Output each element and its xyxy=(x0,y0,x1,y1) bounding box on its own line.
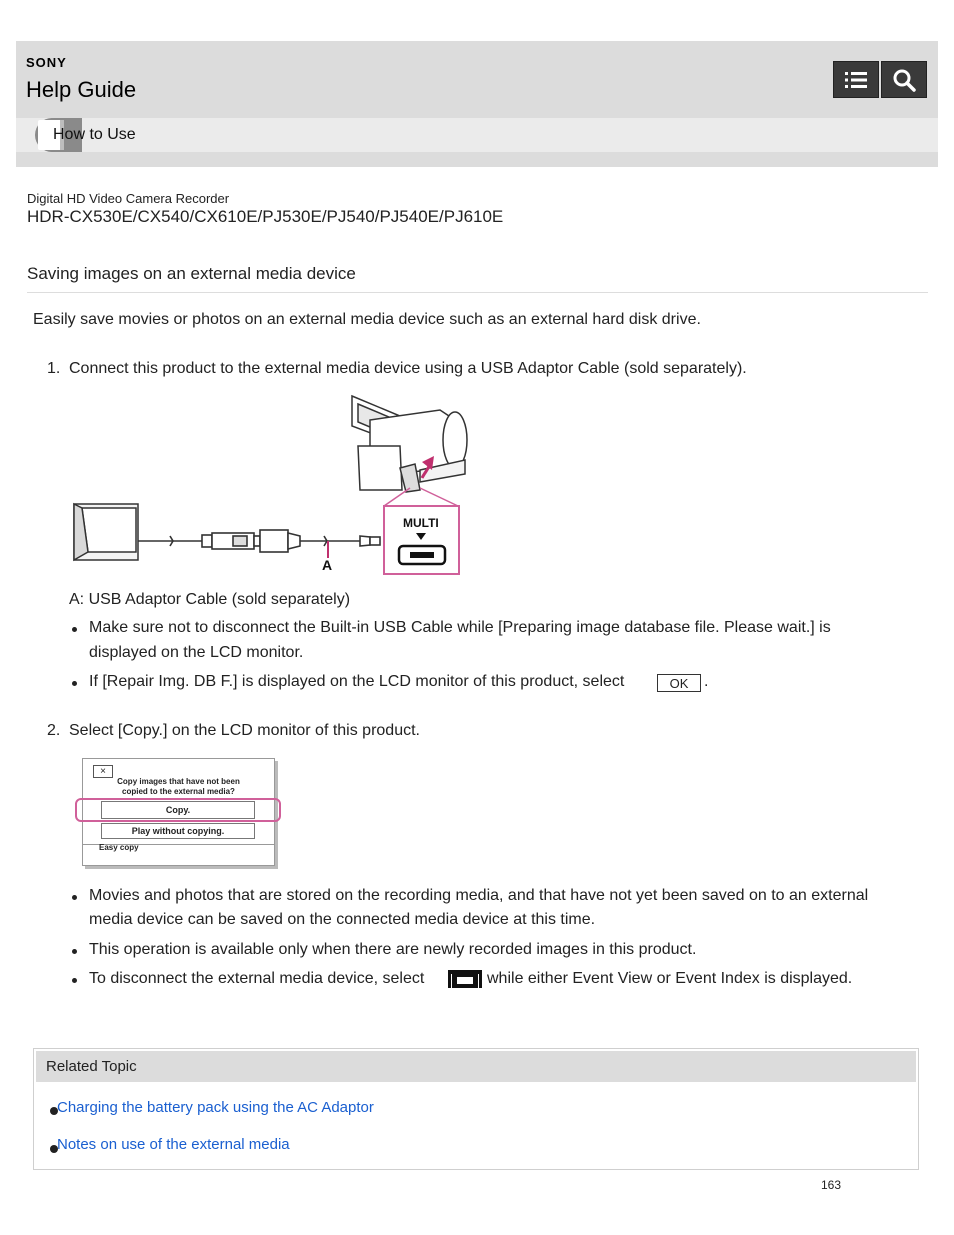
bullet-text: Make sure not to disconnect the Built-in USB Cable while [Preparing image database file. Please wait.] is xyxy=(89,619,831,636)
step-2-number: 2. xyxy=(47,722,61,739)
bullet xyxy=(72,895,77,900)
step-1-number: 1. xyxy=(47,360,61,377)
related-topic-title: Related Topic xyxy=(46,1058,137,1075)
bullet-text: If [Repair Img. DB F.] is displayed on the LCD monitor of this product, select xyxy=(89,673,625,690)
search-button[interactable] xyxy=(881,61,927,98)
bullet-text: To disconnect the external media device, select xyxy=(89,970,425,987)
sony-logo: SONY xyxy=(26,55,67,70)
copy-button: Copy. xyxy=(101,801,255,819)
usb-cable xyxy=(138,530,380,552)
section-how-to-use[interactable]: How to Use xyxy=(53,126,136,143)
bullet-text: media device can be saved on the connected media device at this time. xyxy=(89,911,596,928)
title-divider xyxy=(27,292,928,293)
product-models: HDR-CX530E/CX540/CX610E/PJ530E/PJ540/PJ540E/PJ610E xyxy=(27,207,504,226)
bullet xyxy=(72,949,77,954)
multi-port-label: MULTI xyxy=(403,516,439,530)
bullet-text-end: . xyxy=(704,673,709,690)
dialog-message-line2: copied to the external media? xyxy=(122,787,235,796)
related-link-charging[interactable]: Charging the battery pack using the AC Adaptor xyxy=(57,1099,374,1116)
dialog-footer: Easy copy xyxy=(99,843,139,852)
toc-button[interactable] xyxy=(833,61,879,98)
page-number: 163 xyxy=(821,1178,842,1192)
search-icon xyxy=(892,68,916,92)
close-icon: × xyxy=(93,765,113,778)
section-bar xyxy=(16,118,938,152)
external-drive-illustration xyxy=(74,504,138,560)
product-type: Digital HD Video Camera Recorder xyxy=(27,191,230,206)
help-guide-title: Help Guide xyxy=(26,77,137,102)
camera-illustration xyxy=(352,396,467,492)
related-topic-box xyxy=(33,1048,919,1170)
related-link-external-media-notes[interactable]: Notes on use of the external media xyxy=(57,1136,290,1153)
event-view-disconnect-icon xyxy=(448,968,482,990)
copy-highlight-frame xyxy=(75,798,281,822)
list-icon xyxy=(844,70,868,90)
bullet xyxy=(72,627,77,632)
connection-diagram xyxy=(70,390,490,580)
bullet-text: This operation is available only when there are newly recorded images in this product. xyxy=(89,941,697,958)
bullet-text: displayed on the LCD monitor. xyxy=(89,644,304,661)
intro-text: Easily save movies or photos on an external media device such as an external hard disk drive. xyxy=(33,311,701,328)
bullet xyxy=(72,681,77,686)
page-title: Saving images on an external media device xyxy=(27,264,356,283)
ok-button-icon: OK xyxy=(657,674,701,692)
related-topic-header xyxy=(36,1051,916,1082)
dialog-message-line1: Copy images that have not been xyxy=(117,777,240,786)
step-1-text: Connect this product to the external media device using a USB Adaptor Cable (sold separately). xyxy=(69,360,747,377)
header-bar xyxy=(16,41,938,167)
callout-label-a: A xyxy=(322,557,333,573)
bullet-text: Movies and photos that are stored on the recording media, and that have not yet been saved on to an external xyxy=(89,887,869,904)
step-2-text: Select [Copy.] on the LCD monitor of this product. xyxy=(69,722,420,739)
bullet xyxy=(72,978,77,983)
bullet-text-end: while either Event View or Event Index is displayed. xyxy=(487,970,853,987)
play-without-copying-button: Play without copying. xyxy=(101,823,255,839)
diagram-caption: A: USB Adaptor Cable (sold separately) xyxy=(69,591,351,608)
